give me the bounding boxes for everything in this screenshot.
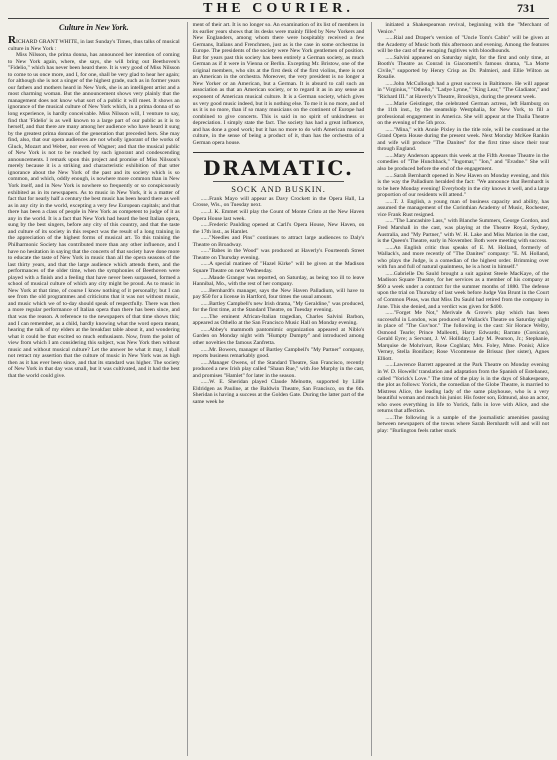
news-item: ......Abbey's mammoth pantomimic organization appeared at Niblo's Garden on Monday night with "Humpty Dumpty" and introduced among other novelties the famous Zanfretta. [192, 326, 365, 346]
column-2 [187, 22, 365, 756]
news-item: ......Rial and Draper's version of "Uncle Tom's Cabin" will be given at the Academy of Music both this afternoon and evening. Among the features will be the cast of the escaping fugitives with bloodhounds. [377, 35, 550, 55]
news-item: ......"Forget Me Not," Merivale & Grove's play which has been successful in London, was produced at Wallack's Theatre on Saturday night in place of "The Guv'nor." The following is the cast: Sir Horace Welby, Osmond Tearle; Prince Malleotti, Harry Edwards; Barrato (Corsican), Gerald Eyre; a Servant, J. W. Holliday; Lady M. Pearson, Jr.; Stephanie, Marquise de Mohrivart, Rose Coghlan; Mrs. Foley, Mme. Ponisi; Alice Verney, Stella Boniface; Rose Vicomtesse de Brissac (her sister), Agnes Elliott. [377, 310, 550, 362]
article-title: Culture in New York. [59, 23, 129, 32]
masthead-rule [8, 18, 549, 19]
news-item: ......Lawrence Barrett appeared at the Park Theatre on Monday evening in W. D. Howells' translation and adaptation from the Spanish of Estebanez, called "Yorick's Love." The time of the play is in the days of Shakespeare, the plot as follows: Yorick, the comedian of the Globe Theatre, is married to Mistress Alice, the leading lady of the same playhouse, who is a very beautiful woman and much his junior. His foster son, Edmund, also an actor, who owes everything in life to Yorick, falls in love with Alice, and she returns that affection. [377, 362, 550, 415]
news-item: ......John McCullough had a great success in Baltimore. He will appear in "Virginius," "Othello," "Ladye Lynne," "King Lear," "The Gladiator," and "Richard III." at Haverly's Theatre, Brooklyn, during the present week. [377, 80, 550, 101]
news-item: ......An English critic thus speaks of E. M. Holland, formerly of Wallack's, and more recently of "The Danites" company: "E. M. Holland, who plays the Judge, is a comedian of the highest order. Brimming over with fun and full of natural quaintness, he is a host in himself." [377, 244, 550, 271]
news-item: ......Bartley Campbell's new Irish drama, "My Geraldine," was produced, for the first time, at the Standard Theatre, on Tuesday evening. [192, 300, 365, 314]
news-item: initiated a Shakespearean revival, beginning with the "Merchant of Venice." [377, 22, 550, 35]
heading-divider [213, 181, 345, 182]
news-item: ......"Needles and Pins" continues to attract large audiences to Daly's Theatre on Broadway. [192, 235, 365, 248]
article-body: Miss Nilsson, the prima donna, has announced her intention of coming to New York again, where, she says, she will bring out Beethoven's "Fidelio," which has never been heard there. It is very good of Miss Nilsson to come to us once more, and I, for one, shall be very glad to hear her again; for although she is not a singer of the highest grade, such as in former years our fathers and mothers heard in New York, she is an intelligent artist and a most charming woman. But the announcement shows very plainly that the management does not know what sort of a public it will meet. It shows an ignorance of the musical culture of New York which, in a prima donna of so long experience, is hardly conceivable. Miss Nilsson will, I venture to say, find that 'Fidelio' is as well known to a large part of our public as it is to herself, and that there are many among her audience who have heard it sung by the greatest prima donnas of the generation that preceded hers. She may find, also, that our opera audiences are not wholly ignorant of the works of Gluck, Mozart and Weber, nor even of Wagner; and that the musical public of New York is not to be reached by such ignorant and condescending announcements. I remark upon this project and promise of Miss Nilsson's merely because it is a striking and characteristic exhibition of that utter ignorance about the New York of the past and its society which is so common, and which, oddly enough, is nowhere more common than in New York itself, and in New York is nowhere so frequently or so conspicuously exhibited as in its newspapers. As to music in New York, it is a matter of fact that for nearly half a century the best music has been heard there as well as in any city in the world, excepting a very few European capitals; and that there has been a class of people in New York as competent to judge of it as any in the world. It is a fact that New York had heard the best Italian opera, sung by the best singers, before any city of this country, and that the taste and culture of its society in this respect was the result of a long training in the appreciation of the highest forms of musical art. To this training the Philharmonic Society has contributed more than any other influence, and I have no hesitation in saying that the concerts of that society have done more to educate the taste of New York in music than all the opera seasons of the last thirty years, and that the large audience which attends them, and the performances of the older time, when the symphonies of Beethoven were played with a finish and a feeling that have never been surpassed, formed a school of musical culture of which any city might be proud. As to music in New York at that time, of course I know nothing of it personally; but I can see from the old programmes and criticisms that it was not without music, and music which we of to-day should speak of respectfully. There was then a more regular performance of Italian opera than there has been since, and that was the reason. A reference to the newspapers of that time shows this; and I can remember, as a child, hardly knowing what the word opera meant, hearing the talk of my elders at the breakfast table about it, and wondering what it could be that excited so much enthusiasm. Now, from the point of view from which I am considering this subject, was New York then without music and without musical culture? Let the answer be what it may, I shall not retract my assertion that the culture of music in New York was as high then as it has ever been since, and that its standard was higher. The society of New York in that day was small, but it was cultivated, and it had the best that the world could give. [8, 52, 180, 379]
news-item: ......Salvini appeared on Saturday night, for the first and only time, at Booth's Theatre as Conrad in Giacometti's famous drama, "La Morte Civile," supported by Henry Crisp as Dr. Palmieri, and Ellie Wilton as Rosalie. [377, 54, 550, 81]
news-item: ......Frank Mayo will appear as Davy Crockett in the Opera Hall, La Crosse, Wis., on Tuesday next. [192, 195, 365, 209]
column-1 [8, 22, 180, 756]
news-item: ......Maude Granger was reported, on Saturday, as being too ill to leave Hannibal, Mo., with the rest of her company. [192, 274, 365, 288]
news-item: ......The eminent African-Italian tragedian, Charles Salvini Barbon, appeared as Othello at the San Francisco Music Hall on Monday evening. [192, 313, 365, 327]
news-item: ......Frederic Paulding opened at Carll's Opera House, New Haven, on the 17th inst., as Hamlet. [192, 222, 365, 235]
news-item: ......"The Lancashire Lass," with Blanche Summers, George Gordon, and Fred Marshall in the cast, was playing at the Theatre Royal, Sydney, Australia, and "My Partner," with W. H. Lake and Miss Marion in the cast, is the Queen's Theatre, early in November. Both were meeting with success. [377, 218, 550, 245]
drop-cap: R [8, 34, 16, 46]
article-lead [8, 36, 180, 52]
news-item: ......The following is a sample of the journalistic amenities passing between newspapers of the towns where Sarah Bernhardt will and will not play: "Burlington feels rather stuck [377, 414, 550, 434]
news-item: ......W. E. Sheridan played Claude Melnotte, supported by Lillie Eldridgen as Pauline, at the Baldwin Theatre, San Francisco, on the 6th. Sheridan is having a success at the Golden Gate. During the latter part of the same week he [192, 379, 365, 405]
dramatic-heading: DRAMATIC. [193, 152, 365, 179]
news-item: ......T. J. English, a young man of business capacity and ability, has assumed the management of the Corinthian Academy of Music, Rochester, vice Frank Rust resigned. [377, 198, 550, 218]
page-number: 731 [517, 1, 535, 15]
news-item: ......Mr. Bowers, manager of Bartley Campbell's "My Partner" company, reports business remarkably good. [192, 346, 365, 360]
dramatic-subheading: SOCK AND BUSKIN. [231, 184, 326, 195]
news-item: ......Manager Owens, of the Standard Theatre, San Francisco, recently produced a new Irish play called "Shaun Rue," with Joe Murphy in the cast, and promises "Hamlet" for later in the season. [192, 359, 365, 379]
news-item: ......Bernhardt's manager, says the New Haven Palladium, will have to pay $50 for a license in Hartford, four times the usual amount. [192, 287, 365, 301]
columns [8, 22, 549, 756]
news-item: ......"Mina," with Annie Pixley in the title role, will be continued at the Grand Opera House during the present week. Next Monday McKee Rankin and wife will produce "The Danites" for the first time since their tour through England. [377, 126, 550, 153]
newspaper-title: THE COURIER. [203, 1, 354, 16]
news-item: ......J. K. Emmet will play the Count of Monte Cristo at the New Haven Opera House last week. [192, 209, 365, 222]
news-item: ......Mary Anderson appears this week at the Fifth Avenue Theatre in the comedies of "The Hunchback," "Ingomar," "Ion," and "Evadne." She will also be produced before the end of the engagement. [377, 152, 550, 173]
news-item: ......Marie Geistinger, the celebrated German actress, left Hamburg on the 11th inst., by the steamship Westphalia, for New York, to fill a professional engagement in America. She will appear at the Thalia Theatre on the evening of the 5th prox. [377, 100, 550, 127]
column-3 [371, 22, 549, 756]
article-continuation: ment of their art. It is no longer so. An examination of its list of members in its earlier years shows that its desks were mainly filled by New Yorkers and New Englanders, among whom there were hospitably received a few Germans, Italians and Frenchmen, just as is the case in some orchestras in Europe. The presidents of the society were New York gentlemen of position. But for years past this society has been entirely a German society, as much German as if it were in Vienna or Berlin. Excepting Mr. Bristow, one of the original members, who sits at the first desk of the first violins, there is not an American in the orchestra. Moreover, the very president is no longer a New Yorker or an American, but a German. It is absurd to call such an association as that an American society, or to regard it as in any sense an exponent of American musical culture. It is a German society, which gives us very good music indeed, but it is nothing else. To me it is no more, and of us it is no more, than if so many musicians on the continent of Europe had combined to give concerts. This is said in no spirit of unkindness or depreciation. I simply state the fact. The society has had a great influence, and has done a good work; but it has no more to do with American musical culture, in the sense of being a product of it, than has the orchestra of a German opera house. [192, 22, 365, 146]
news-item: ......Gabrielle Du Sauld brought a suit against Steele MacKaye, of the Madison Square Theatre, for her services as a member of his company at $60 a week under a contract for the summer months of 1880. The defense upon the trial on Thursday of last week before Judge Van Brunt in the Court of Common Pleas, was that Miss Du Sauld had retired from the company in June. This she denied, and a verdict was given for $400. [377, 270, 550, 310]
news-item: ......Sarah Bernhardt opened in New Haven on Monday evening, and this is the way the Palladium heralded the fact: "We announce that Bernhardt is to be here Monday evening! Everybody in the city knows it well, and a large proportion of our residents will attend." [377, 172, 550, 199]
dramatic-items [193, 196, 365, 406]
masthead [8, 0, 549, 18]
news-item: ......"Babes in the Wood" was produced at Haverly's Fourteenth Street Theatre on Thursday evening. [192, 248, 365, 261]
news-item: ......A special matinee of "Hazel Kirke" will be given at the Madison Square Theatre on next Wednesday. [192, 261, 365, 274]
lead-text: ICHARD GRANT WHITE, in last Sunday's Times, thus talks of musical culture in New York : [8, 39, 180, 52]
dramatic-items-continued [377, 22, 549, 434]
